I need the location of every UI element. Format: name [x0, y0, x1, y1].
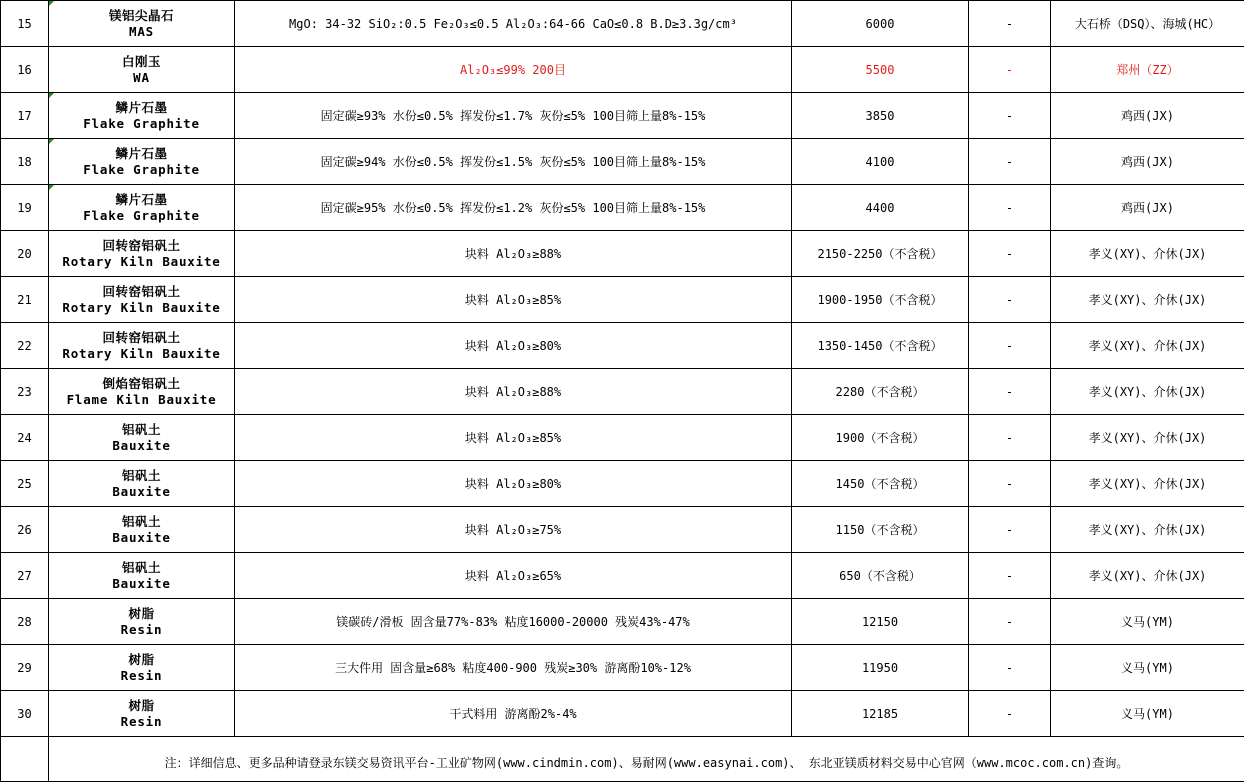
product-price: 650（不含税） — [792, 553, 969, 599]
product-spec: 块料 Al₂O₃≥85% — [235, 277, 792, 323]
product-name-en: Resin — [49, 668, 234, 684]
price-change: - — [969, 369, 1051, 415]
product-name-cn: 倒焰窑铝矾土 — [49, 376, 234, 392]
price-change: - — [969, 415, 1051, 461]
product-name-cell — [49, 553, 235, 599]
row-number: 19 — [1, 185, 49, 231]
note-blank-cell — [1, 737, 49, 782]
product-name-cell — [49, 93, 235, 139]
price-change: - — [969, 599, 1051, 645]
product-price: 12185 — [792, 691, 969, 737]
product-origin: 鸡西(JX) — [1051, 139, 1244, 185]
product-name-en: MAS — [49, 24, 234, 40]
price-change: - — [969, 507, 1051, 553]
product-name-cell — [49, 415, 235, 461]
product-origin: 孝义(XY)、介休(JX) — [1051, 277, 1244, 323]
product-price: 3850 — [792, 93, 969, 139]
row-number: 30 — [1, 691, 49, 737]
row-number: 25 — [1, 461, 49, 507]
row-number: 29 — [1, 645, 49, 691]
price-change: - — [969, 323, 1051, 369]
product-name-cn: 铝矾土 — [49, 514, 234, 530]
product-name-cn: 回转窑铝矾土 — [49, 284, 234, 300]
product-name-cn: 镁铝尖晶石 — [49, 8, 234, 24]
product-origin: 郑州（ZZ） — [1051, 47, 1244, 93]
table-row — [1, 507, 1244, 553]
product-price: 2280（不含税） — [792, 369, 969, 415]
table-row — [1, 691, 1244, 737]
product-name-en: Rotary Kiln Bauxite — [49, 346, 234, 362]
price-change: - — [969, 185, 1051, 231]
product-name-en: Bauxite — [49, 576, 234, 592]
product-spec: 镁碳砖/滑板 固含量77%-83% 粘度16000-20000 残炭43%-47% — [235, 599, 792, 645]
price-change: - — [969, 553, 1051, 599]
product-price: 1900-1950（不含税） — [792, 277, 969, 323]
row-number: 24 — [1, 415, 49, 461]
price-change: - — [969, 691, 1051, 737]
product-price: 12150 — [792, 599, 969, 645]
product-name-cn: 鳞片石墨 — [49, 100, 234, 116]
price-change: - — [969, 93, 1051, 139]
product-name-en: Flake Graphite — [49, 208, 234, 224]
table-row — [1, 1, 1244, 47]
row-number: 18 — [1, 139, 49, 185]
product-origin: 鸡西(JX) — [1051, 185, 1244, 231]
footnote-text: 注：详细信息、更多品种请登录东镁交易资讯平台-工业矿物网(www.cindmin.com)、易耐网(www.easynai.com)、 东北亚镁质材料交易中心官网（www.mcoc.com.cn)查询。 — [165, 748, 1129, 771]
product-name-cn: 回转窑铝矾土 — [49, 330, 234, 346]
product-name-cell — [49, 231, 235, 277]
product-spec: 块料 Al₂O₃≥88% — [235, 369, 792, 415]
product-name-en: Resin — [49, 622, 234, 638]
price-change: - — [969, 231, 1051, 277]
table-row — [1, 599, 1244, 645]
row-number: 21 — [1, 277, 49, 323]
product-origin: 鸡西(JX) — [1051, 93, 1244, 139]
product-origin: 义马(YM) — [1051, 599, 1244, 645]
product-price: 1350-1450（不含税） — [792, 323, 969, 369]
table-row — [1, 323, 1244, 369]
note-cell — [49, 737, 1244, 782]
product-origin: 孝义(XY)、介休(JX) — [1051, 323, 1244, 369]
product-name-en: Flake Graphite — [49, 162, 234, 178]
product-name-en: Bauxite — [49, 484, 234, 500]
product-origin: 义马(YM) — [1051, 691, 1244, 737]
price-change: - — [969, 1, 1051, 47]
cell-comment-marker — [49, 93, 54, 98]
product-spec: 固定碳≥95% 水份≤0.5% 挥发份≤1.2% 灰份≤5% 100目筛上量8%-15% — [235, 185, 792, 231]
product-price: 1900（不含税） — [792, 415, 969, 461]
product-spec: 固定碳≥94% 水份≤0.5% 挥发份≤1.5% 灰份≤5% 100目筛上量8%-15% — [235, 139, 792, 185]
product-name-cell — [49, 47, 235, 93]
product-spec: 块料 Al₂O₃≥85% — [235, 415, 792, 461]
product-origin: 孝义(XY)、介休(JX) — [1051, 415, 1244, 461]
table-row — [1, 139, 1244, 185]
product-origin: 大石桥（DSQ）、海城(HC） — [1051, 1, 1244, 47]
product-name-cell — [49, 461, 235, 507]
table-row — [1, 47, 1244, 93]
product-spec: 固定碳≥93% 水份≤0.5% 挥发份≤1.7% 灰份≤5% 100目筛上量8%-15% — [235, 93, 792, 139]
price-change: - — [969, 47, 1051, 93]
note-row — [1, 737, 1244, 782]
product-name-en: WA — [49, 70, 234, 86]
row-number: 23 — [1, 369, 49, 415]
product-spec: 块料 Al₂O₃≥88% — [235, 231, 792, 277]
cell-comment-marker — [49, 1, 54, 6]
product-name-cell — [49, 185, 235, 231]
price-table-body — [1, 1, 1244, 782]
product-name-cell — [49, 691, 235, 737]
row-number: 20 — [1, 231, 49, 277]
cell-comment-marker — [49, 139, 54, 144]
product-origin: 孝义(XY)、介休(JX) — [1051, 369, 1244, 415]
product-spec: 块料 Al₂O₃≥75% — [235, 507, 792, 553]
product-price: 6000 — [792, 1, 969, 47]
table-row — [1, 231, 1244, 277]
product-name-en: Bauxite — [49, 530, 234, 546]
product-origin: 孝义(XY)、介休(JX) — [1051, 507, 1244, 553]
product-spec: 三大件用 固含量≥68% 粘度400-900 残炭≥30% 游离酚10%-12% — [235, 645, 792, 691]
product-name-cell — [49, 323, 235, 369]
product-spec: Al₂O₃≤99% 200目 — [235, 47, 792, 93]
product-name-en: Flake Graphite — [49, 116, 234, 132]
price-change: - — [969, 139, 1051, 185]
row-number: 26 — [1, 507, 49, 553]
product-name-cell — [49, 139, 235, 185]
row-number: 22 — [1, 323, 49, 369]
table-row — [1, 277, 1244, 323]
table-row — [1, 93, 1244, 139]
product-price: 1450（不含税） — [792, 461, 969, 507]
product-origin: 孝义(XY)、介休(JX) — [1051, 553, 1244, 599]
price-change: - — [969, 277, 1051, 323]
product-spec: 块料 Al₂O₃≥80% — [235, 461, 792, 507]
product-name-cn: 铝矾土 — [49, 468, 234, 484]
product-name-cn: 铝矾土 — [49, 560, 234, 576]
product-name-cell — [49, 1, 235, 47]
product-price: 4100 — [792, 139, 969, 185]
row-number: 27 — [1, 553, 49, 599]
product-spec: 干式料用 游离酚2%-4% — [235, 691, 792, 737]
price-change: - — [969, 645, 1051, 691]
product-name-en: Flame Kiln Bauxite — [49, 392, 234, 408]
table-row — [1, 415, 1244, 461]
product-name-cell — [49, 277, 235, 323]
product-origin: 义马(YM) — [1051, 645, 1244, 691]
product-spec: 块料 Al₂O₃≥80% — [235, 323, 792, 369]
product-name-cn: 回转窑铝矾土 — [49, 238, 234, 254]
product-name-cn: 树脂 — [49, 606, 234, 622]
product-name-en: Bauxite — [49, 438, 234, 454]
price-change: - — [969, 461, 1051, 507]
table-row — [1, 553, 1244, 599]
product-name-en: Rotary Kiln Bauxite — [49, 254, 234, 270]
product-name-cn: 树脂 — [49, 652, 234, 668]
table-row — [1, 461, 1244, 507]
product-origin: 孝义(XY)、介休(JX) — [1051, 231, 1244, 277]
product-price: 5500 — [792, 47, 969, 93]
product-name-cell — [49, 369, 235, 415]
product-name-cell — [49, 645, 235, 691]
product-name-cn: 铝矾土 — [49, 422, 234, 438]
product-name-en: Rotary Kiln Bauxite — [49, 300, 234, 316]
product-name-cn: 树脂 — [49, 698, 234, 714]
product-price: 11950 — [792, 645, 969, 691]
product-name-en: Resin — [49, 714, 234, 730]
row-number: 28 — [1, 599, 49, 645]
table-row — [1, 185, 1244, 231]
row-number: 15 — [1, 1, 49, 47]
row-number: 16 — [1, 47, 49, 93]
product-name-cell — [49, 599, 235, 645]
product-spec: MgO: 34-32 SiO₂:0.5 Fe₂O₃≤0.5 Al₂O₃:64-66 CaO≤0.8 B.D≥3.3g/cm³ — [235, 1, 792, 47]
product-price: 2150-2250（不含税） — [792, 231, 969, 277]
product-name-cn: 白刚玉 — [49, 54, 234, 70]
cell-comment-marker — [49, 185, 54, 190]
product-price: 4400 — [792, 185, 969, 231]
table-row — [1, 645, 1244, 691]
row-number: 17 — [1, 93, 49, 139]
product-spec: 块料 Al₂O₃≥65% — [235, 553, 792, 599]
product-name-cn: 鳞片石墨 — [49, 146, 234, 162]
product-name-cell — [49, 507, 235, 553]
product-origin: 孝义(XY)、介休(JX) — [1051, 461, 1244, 507]
product-name-cn: 鳞片石墨 — [49, 192, 234, 208]
product-price: 1150（不含税） — [792, 507, 969, 553]
table-row — [1, 369, 1244, 415]
